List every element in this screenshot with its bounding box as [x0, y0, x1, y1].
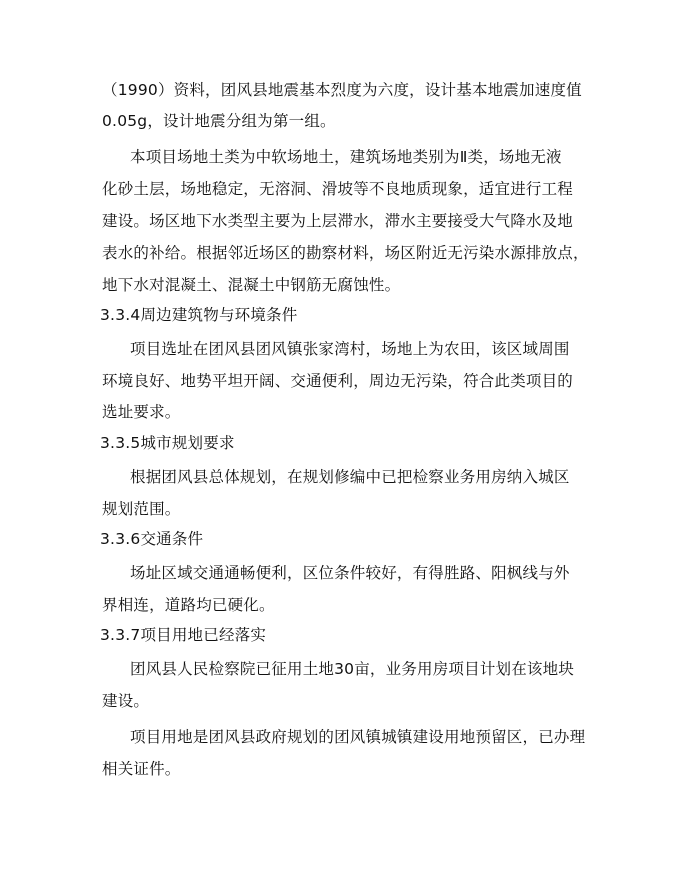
paragraph-line: 地下水对混凝土、混凝土中钢筋无腐蚀性。 [102, 276, 401, 294]
paragraph-line: 0.05g，设计地震分组为第一组。 [102, 112, 336, 130]
paragraph-line: 环境良好、地势平坦开阔、交通便利，周边无污染，符合此类项目的 [102, 372, 574, 390]
paragraph-line: （1990）资料，团风县地震基本烈度为六度，设计基本地震加速度值 [102, 81, 582, 99]
section-heading: 3.3.5城市规划要求 [100, 434, 235, 452]
section-heading: 3.3.7项目用地已经落实 [100, 626, 267, 644]
paragraph-line: 规划范围。 [102, 500, 181, 518]
paragraph-line: 项目用地是团风县政府规划的团风镇城镇建设用地预留区，已办理 [130, 728, 586, 746]
paragraph-line: 建设。 [102, 692, 150, 710]
section-heading: 3.3.4周边建筑物与环境条件 [100, 306, 298, 324]
paragraph-line: 项目选址在团风县团风镇张家湾村，场地上为农田，该区域周围 [130, 340, 570, 358]
paragraph-line: 界相连，道路均已硬化。 [102, 596, 275, 614]
section-heading: 3.3.6交通条件 [100, 530, 204, 548]
paragraph-line: 表水的补给。根据邻近场区的勘察材料，场区附近无污染水源排放点， [102, 244, 589, 262]
paragraph-line: 建设。场区地下水类型主要为上层滞水，滞水主要接受大气降水及地 [102, 212, 574, 230]
paragraph-line: 团风县人民检察院已征用土地30亩，业务用房项目计划在该地块 [130, 660, 575, 678]
paragraph-line: 相关证件。 [102, 760, 181, 778]
paragraph-line: 场址区域交通通畅便利，区位条件较好，有得胜路、阳枫线与外 [130, 564, 570, 582]
paragraph-line: 化砂土层，场地稳定，无溶洞、滑坡等不良地质现象，适宜进行工程 [102, 180, 574, 198]
paragraph-line: 本项目场地土类为中软场地土，建筑场地类别为Ⅱ类，场地无液 [130, 148, 562, 166]
paragraph-line: 根据团风县总体规划，在规划修编中已把检察业务用房纳入城区 [130, 468, 570, 486]
paragraph-line: 选址要求。 [102, 403, 181, 421]
